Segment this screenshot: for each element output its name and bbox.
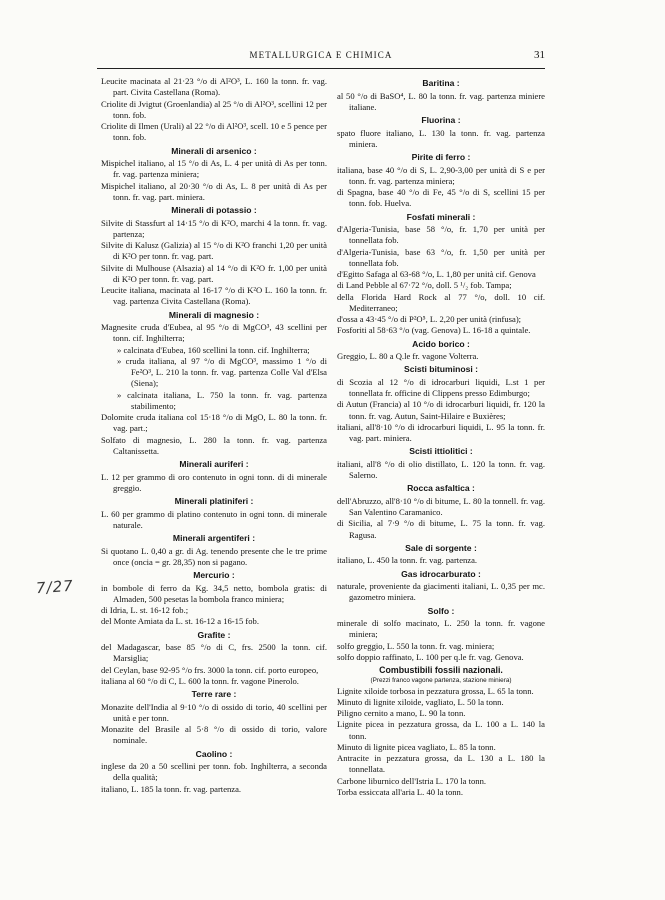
price-entry: Silvite di Mulhouse (Alsazia) al 14 °/o di K²O fr. 1,00 per unità di K²O per tonn. fr. vag. part.	[101, 262, 327, 284]
section-subheading: (Prezzi franco vagone partenza, stazione miniera)	[370, 676, 512, 684]
price-entry: Minuto di lignite picea vagliato, L. 85 la tonn.	[337, 741, 496, 752]
section-heading: Minerali argentiferi :	[172, 533, 256, 543]
price-entry: d'Egitto Safaga al 63-68 °/o, L. 1,80 per unità cif. Genova	[337, 269, 536, 279]
left-column	[101, 76, 327, 795]
price-entry: di Idria, L. st. 16-12 fob.;	[101, 605, 189, 615]
section-heading: Sale di sorgente :	[405, 542, 477, 553]
price-entry: d'Algeria-Tunisia, base 58 °/o, fr. 1,70 per unità per tonnellata fob.	[337, 224, 545, 246]
section-heading: Minerali platiniferi :	[174, 496, 254, 506]
section-heading: Minerali di arsenico :	[171, 145, 257, 156]
section-heading: Fosfati minerali :	[406, 211, 476, 222]
price-entry: solfo greggio, L. 550 la tonn. fr. vag. miniera;	[337, 640, 495, 651]
price-entry: Greggio, L. 80 a Q.le fr. vagone Volterra.	[337, 351, 479, 361]
running-header	[97, 50, 545, 66]
price-entry: Solfato di magnesio, L. 280 la tonn. fr. vag. partenza Caltanissetta.	[101, 434, 327, 456]
section-heading: Gas idrocarburato :	[401, 568, 481, 579]
price-entry: di Spagna, base 40 °/o di Fe, 45 °/o di S, scellini 15 per tonn. fob. Huelva.	[337, 187, 545, 209]
price-entry: » calcinata d'Eubea, 160 scellini la tonn. cif. Inghilterra;	[117, 344, 310, 355]
price-entry: Carbone liburnico dell'Istria L. 170 la tonn.	[337, 775, 487, 786]
price-entry: Silvite di Stassfurt al 14·15 °/o di K²O, marchi 4 la tonn. fr. vag. partenza;	[101, 217, 327, 239]
price-entry: Monazite del Brasile al 5·8 °/o di ossido di torio, valore nominale.	[101, 724, 327, 746]
price-entry: Criolite di Jvigtut (Groenlandia) al 25 °/o di Al²O³, scellini 12 per tonn. fob.	[101, 98, 327, 120]
running-title: METALLURGICA E CHIMICA	[249, 50, 393, 60]
price-entry: Lignite xiloide torbosa in pezzatura grossa, L. 65 la tonn.	[337, 685, 534, 696]
section-heading: Terre rare :	[191, 689, 237, 699]
price-entry: Minuto di lignite xiloide, vagliato, L. 50 la tonn.	[337, 696, 504, 707]
price-entry: spato fluore italiano, L. 130 la tonn. fr. vag. partenza miniera.	[337, 127, 545, 149]
price-entry: minerale di solfo macinato, L. 250 la tonn. fr. vagone miniera;	[337, 618, 545, 640]
price-entry: Fosforiti al 58·63 °/o (vag. Genova) L. 16-18 a quintale.	[337, 325, 531, 336]
price-entry: Leucite italiana, macinata al 16-17 °/o di K²O L. 160 la tonn. fr. vag. partenza Civita Castellana (Roma).	[101, 285, 327, 307]
price-entry: naturale, proveniente da giacimenti italiani, L. 0,35 per mc. gazometro miniera.	[337, 581, 545, 603]
section-heading: Fluorina :	[421, 115, 461, 125]
section-heading: Minerali di magnesio :	[168, 309, 260, 320]
price-entry: d'ossa a 43·45 °/o di P²O⁵, L. 2,20 per unità (rinfusa);	[337, 314, 522, 324]
price-entry: » cruda italiana, al 97 °/o di MgCO³, massimo 1 °/o di Fe²O³, L. 210 la tonn. fr. vag. partenza Colle Val d'Elsa (Siena);	[117, 355, 327, 389]
price-entry: Mispichel italiano, al 20·30 °/o di As, L. 8 per unità di As per tonn. fr. vag. part. miniera.	[101, 180, 327, 202]
price-entry: Dolomite cruda italiana col 15·18 °/o di MgO, L. 80 la tonn. fr. vag. part.;	[101, 412, 327, 434]
price-entry: Monazite dell'India al 9·10 °/o di ossido di torio, 40 scellini per unità e per tonn.	[101, 701, 327, 723]
price-entry: L. 60 per grammo di platino contenuto in ogni tonn. di minerale naturale.	[101, 508, 327, 530]
price-entry: Criolite di Ilmen (Urali) al 22 °/o di Al²O³, scell. 10 e 5 pence per tonn. fob.	[101, 121, 327, 143]
price-entry: del Monte Amiata da L. st. 16-12 a 16-15 fob.	[101, 616, 259, 627]
price-entry: dell'Abruzzo, all'8·10 °/o di bitume, L. 80 la tonnell. fr. vag. San Valentino Caramanico.	[337, 495, 545, 517]
section-heading: Combustibili fossili nazionali.	[379, 665, 503, 675]
price-entry: della Florida Hard Rock al 77 °/o, doll. 10 cif. Mediterraneo;	[337, 291, 545, 313]
price-entry: di Autun (Francia) al 10 °/o di idrocarburi liquidi, fr. 120 la tonn. fr. vag. Autun, Saint-Hilaire e Buxières;	[337, 399, 545, 421]
price-entry: italiani, all'8·10 °/o di idrocarburi liquidi, L. 95 la tonn. fr. vag. part. miniera.	[337, 421, 545, 443]
price-entry: in bombole di ferro da Kg. 34,5 netto, bombola gratis: di Almaden, 500 pesetas la bombola franco miniera;	[101, 582, 327, 604]
price-entry: » calcinata italiana, L. 750 la tonn. fr. vag. partenza stabilimento;	[117, 389, 327, 411]
price-entry: italiani, all'8 °/o di olio distillato, L. 120 la tonn. fr. vag. Salerno.	[337, 458, 545, 480]
section-heading: Rocca asfaltica :	[407, 483, 475, 494]
price-entry: inglese da 20 a 50 scellini per tonn. fob. Inghilterra, a seconda della qualità;	[101, 761, 327, 783]
price-entry: italiano, L. 450 la tonn. fr. vag. partenza.	[337, 555, 478, 566]
section-heading: Solfo :	[427, 605, 455, 616]
section-heading: Scisti bituminosi :	[403, 364, 478, 375]
section-heading: Baritina :	[422, 78, 460, 88]
price-entry: Torba essiccata all'aria L. 40 la tonn.	[337, 786, 463, 797]
price-entry: al 50 °/o di BaSO⁴, L. 80 la tonn. fr. vag. partenza miniere italiane.	[337, 90, 545, 112]
price-entry: L. 12 per grammo di oro contenuto in ogni tonn. di di minerale greggio.	[101, 471, 327, 493]
price-entry: solfo doppio raffinato, L. 100 per q.le fr. vag. Genova.	[337, 651, 524, 662]
section-heading: Caolino :	[195, 748, 233, 759]
section-heading: Minerali di potassio :	[171, 205, 257, 215]
price-entry: del Ceylan, base 92-95 °/o frs. 3000 la tonn. cif. porto europeo,	[101, 664, 319, 675]
right-column	[337, 76, 545, 798]
price-entry: Antracite in pezzatura grossa, da L. 130 a L. 180 la tonnellata.	[337, 753, 545, 775]
price-entry: Mispichel italiano, al 15 °/o di As, L. 4 per unità di As per tonn. fr. vag. partenza miniera;	[101, 158, 327, 180]
price-entry: di Land Pebble al 67·72 °/o, doll. 5 ¹/₂ fob. Tampa;	[337, 280, 512, 291]
price-entry: Magnesite cruda d'Eubea, al 95 °/o di MgCO³, 43 scellini per tonn. cif. Inghilterra;	[101, 322, 327, 344]
section-heading: Minerali auriferi :	[179, 459, 249, 469]
section-heading: Scisti ittiolitici :	[409, 446, 473, 457]
price-entry: Piligno cernito a mano, L. 90 la tonn.	[337, 708, 466, 718]
price-entry: italiano, L. 185 la tonn. fr. vag. partenza.	[101, 783, 242, 794]
header-rule	[97, 68, 545, 69]
section-heading: Grafite :	[197, 629, 231, 640]
price-entry: di Sicilia, al 7·9 °/o di bitume, L. 75 la tonn. fr. vag. Ragusa.	[337, 518, 545, 540]
price-entry: Silvite di Kalusz (Galizia) al 15 °/o di K²O franchi 1,20 per unità di K²O per tonn. fr. vag. part.	[101, 240, 327, 262]
page-number: 31	[534, 49, 545, 61]
price-entry: d'Algeria-Tunisia, base 63 °/o, fr. 1,50 per unità per tonnellata fob.	[337, 246, 545, 268]
price-entry: italiana al 60 °/o di C, L. 600 la tonn. fr. vagone Pinerolo.	[101, 675, 299, 686]
price-entry: Lignite picea in pezzatura grossa, da L. 100 a L. 140 la tonn.	[337, 719, 545, 741]
section-heading: Mercurio :	[193, 570, 235, 580]
price-entry: del Madagascar, base 85 °/o di C, frs. 2500 la tonn. cif. Marsiglia;	[101, 642, 327, 664]
price-entry: italiana, base 40 °/o di S, L. 2,90-3,00 per unità di S e per tonn. fr. vag. partenza miniera;	[337, 164, 545, 186]
handwritten-margin-note: 7/27	[35, 576, 75, 598]
price-entry: Leucite macinata al 21·23 °/o di Al²O³, L. 160 la tonn. fr. vag. part. Civita Castellana (Roma).	[101, 76, 327, 98]
section-heading: Pirite di ferro :	[411, 152, 471, 162]
price-entry: di Scozia al 12 °/o di idrocarburi liquidi, L.st 1 per tonnellata fr. officine di Clippens presso Edimburgo;	[337, 376, 545, 398]
price-entry: Si quotano L. 0,40 a gr. di Ag. tenendo presente che le tre prime once (oncia = gr. 28,35) non si pagano.	[101, 545, 327, 567]
section-heading: Acido borico :	[412, 338, 470, 349]
